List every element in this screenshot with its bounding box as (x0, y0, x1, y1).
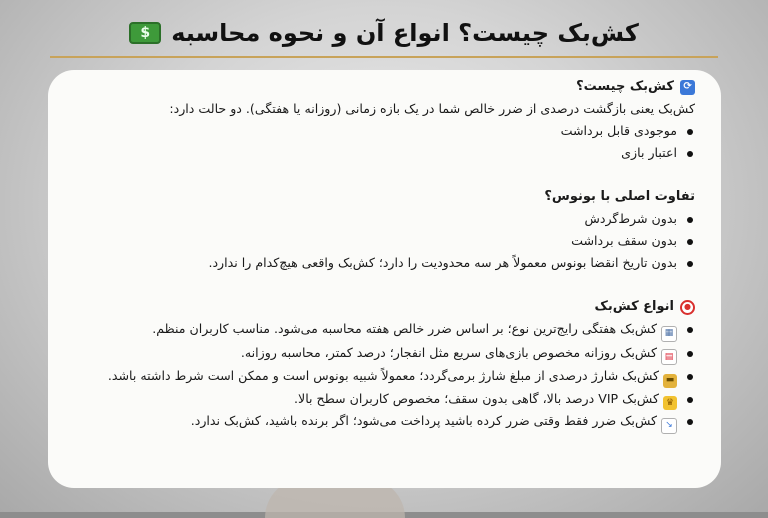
list-item: بدون سقف برداشت (76, 230, 679, 252)
list-item: موجودی قابل برداشت (76, 120, 679, 142)
calendar-day-icon: ▤ (661, 349, 677, 365)
section-heading-label: کش‌بک چیست؟ (576, 79, 674, 94)
list-item-text: کش‌بک VIP درصد بالا، گاهی بدون سقف؛ مخصوص کاربران سطح بالا. (294, 390, 659, 406)
refresh-icon: ⟳ (680, 80, 695, 95)
money-bill-icon: $ (129, 22, 161, 44)
section-heading-types (76, 296, 695, 318)
content-card (48, 70, 721, 488)
list-item: بدون شرط‌گردش (76, 208, 679, 230)
list-item (76, 342, 679, 366)
calendar-icon: ▦ (661, 326, 677, 342)
page-title: کش‌بک چیست؟ انواع آن و نحوه محاسبه (171, 19, 639, 47)
intro-paragraph: کش‌بک یعنی بازگشت درصدی از ضرر خالص شما در یک بازه زمانی (روزانه یا هفتگی). دو حالت دارد: (169, 101, 695, 116)
list-item (76, 318, 679, 342)
cashback-types-list (76, 318, 695, 434)
section-heading-label: تفاوت اصلی با بونوس؟ (544, 189, 695, 204)
list-item: بدون تاریخ انقضا بونوس معمولاً هر سه محدودیت را دارد؛ کش‌بک واقعی هیچ‌کدام را ندارد. (76, 252, 679, 274)
difference-list (76, 208, 695, 274)
chart-down-icon: ↘ (661, 418, 677, 434)
credit-card-icon: ▬ (663, 374, 677, 388)
section-heading-difference (76, 186, 695, 208)
list-item-text: کش‌بک شارژ درصدی از مبلغ شارژ برمی‌گردد؛ معمولاً شبیه بونوس است و ممکن است شرط داشته باشد. (107, 368, 659, 383)
list-item: اعتبار بازی (76, 142, 679, 164)
list-item-text: کش‌بک هفتگی رایج‌ترین نوع؛ بر اساس ضرر خالص هفته محاسبه می‌شود. مناسب کاربران منظم. (152, 321, 657, 336)
balance-type-list (76, 120, 695, 164)
list-item (76, 365, 679, 388)
list-item-text: کش‌بک روزانه مخصوص بازی‌های سریع مثل انفجار؛ درصد کمتر، محاسبه روزانه. (240, 344, 657, 360)
section-heading-what-is (76, 76, 695, 98)
title-bar (50, 10, 718, 58)
target-icon: ● (680, 300, 695, 315)
list-item-text: کش‌بک ضرر فقط وقتی ضرر کرده باشید پرداخت می‌شود؛ اگر برنده باشید، کش‌بک ندارد. (190, 413, 657, 428)
spacer (76, 274, 695, 296)
list-item (76, 388, 679, 411)
list-item (76, 410, 679, 434)
spacer (76, 164, 695, 186)
section-heading-label: انواع کش‌بک (594, 299, 674, 314)
crown-icon: ♛ (663, 396, 677, 410)
